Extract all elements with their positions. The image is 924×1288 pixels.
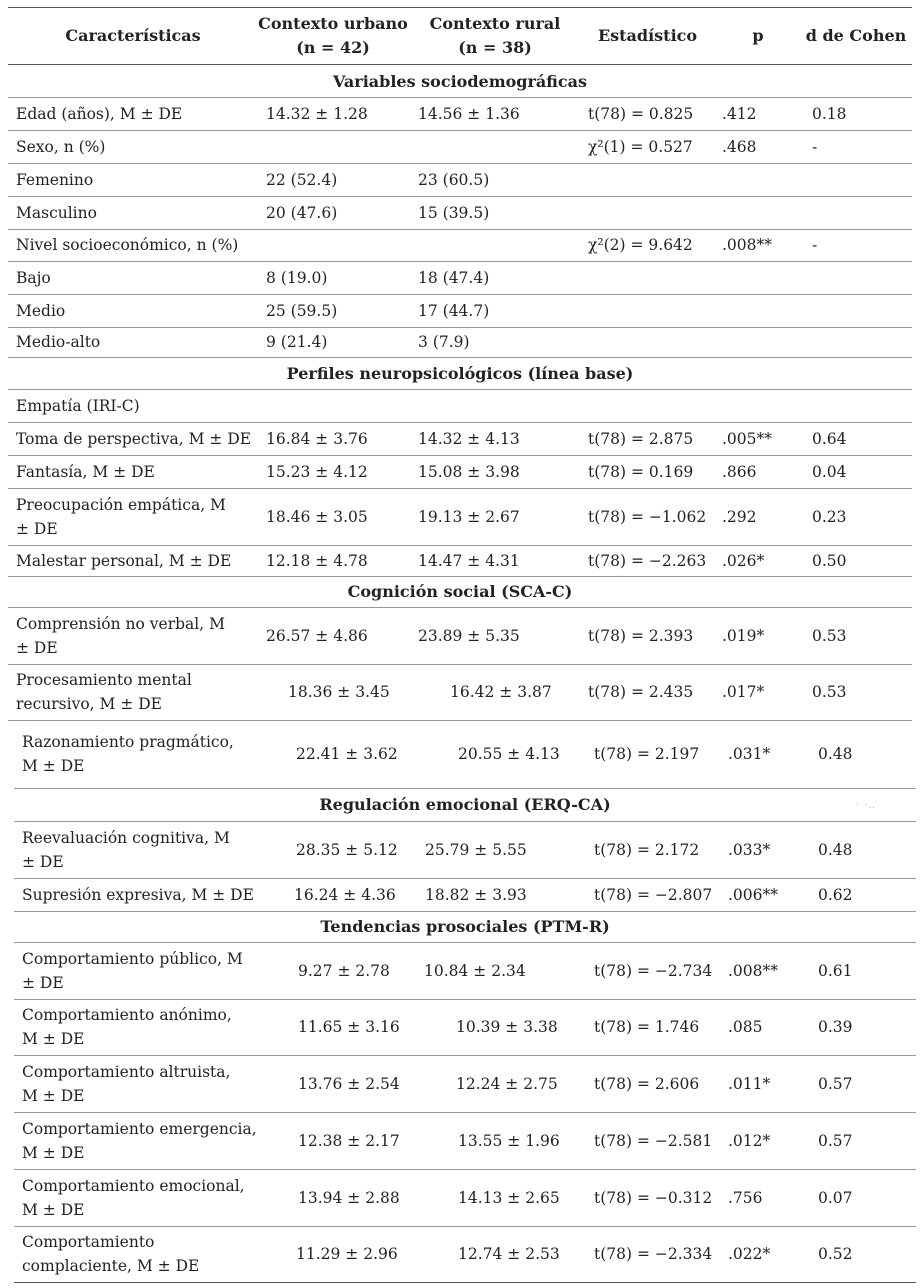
table-row [8, 488, 912, 545]
cell-urban: 14.32 ± 1.28 [266, 104, 368, 123]
cell-urban: 18.36 ± 3.45 [288, 683, 390, 701]
cell-cohen-d: 0.07 [818, 1188, 853, 1207]
cell-statistic: t(78) = 1.746 [594, 1018, 700, 1036]
cell-statistic: t(78) = 2.197 [594, 745, 700, 763]
cell-p: .019* [722, 626, 765, 645]
section-header-row [8, 358, 912, 389]
cell-p: .022* [728, 1245, 771, 1263]
table-row [8, 294, 912, 327]
cell-statistic: χ²(1) = 0.527 [588, 137, 693, 156]
table-row [8, 163, 912, 196]
cell-statistic: t(78) = 2.606 [594, 1075, 700, 1093]
cell-rural: 12.74 ± 2.53 [458, 1245, 560, 1263]
cell-characteristic: Razonamiento pragmático, M ± DE [22, 733, 234, 775]
cell-urban: 26.57 ± 4.86 [266, 626, 368, 645]
header-bottom-rule [8, 64, 912, 65]
table-row [8, 545, 912, 576]
table-row [14, 999, 916, 1055]
cell-characteristic: Medio-alto [16, 332, 101, 351]
table-row [14, 821, 916, 878]
cell-cohen-d: - [812, 235, 818, 254]
table-row [14, 878, 916, 911]
cell-p: .008** [728, 961, 779, 980]
cell-rural: 10.84 ± 2.34 [424, 961, 526, 980]
cell-cohen-d: 0.48 [818, 840, 853, 859]
table-row [8, 196, 912, 229]
cell-rural: 23.89 ± 5.35 [418, 626, 520, 645]
cell-cohen-d: 0.57 [818, 1075, 853, 1093]
cell-characteristic: Preocupación empática, M ± DE [16, 495, 226, 538]
table-row [14, 1113, 916, 1169]
cell-rural: 13.55 ± 1.96 [458, 1132, 560, 1150]
cell-p: .006** [728, 885, 779, 904]
cell-characteristic: Sexo, n (%) [16, 137, 106, 156]
table-row [14, 1169, 916, 1226]
cell-p: .008** [722, 235, 773, 254]
cell-characteristic: Femenino [16, 170, 94, 189]
cell-urban: 15.23 ± 4.12 [266, 462, 368, 481]
cell-statistic: t(78) = −2.807 [594, 885, 713, 904]
table-row [8, 607, 912, 664]
cell-p: .468 [722, 137, 757, 156]
section-title: Cognición social (SCA-C) [347, 582, 573, 601]
cell-rural: 15.08 ± 3.98 [418, 462, 520, 481]
cell-statistic: χ²(2) = 9.642 [588, 235, 693, 254]
cell-characteristic: Comprensión no verbal, M ± DE [16, 614, 225, 657]
table-row [14, 1056, 916, 1112]
section-header-row [14, 788, 916, 821]
cell-statistic: t(78) = −2.334 [594, 1245, 713, 1263]
cell-p: .011* [728, 1075, 771, 1093]
cell-urban: 28.35 ± 5.12 [296, 840, 398, 859]
cell-characteristic: Comportamiento anónimo, M ± DE [22, 1006, 232, 1048]
cell-characteristic: Comportamiento emocional, M ± DE [22, 1176, 245, 1219]
cell-characteristic: Empatía (IRI-C) [16, 396, 140, 415]
cell-statistic: t(78) = 2.435 [588, 683, 694, 701]
cell-urban: 16.24 ± 4.36 [294, 885, 396, 904]
section-header-row [14, 911, 916, 942]
row-divider [14, 1282, 916, 1283]
cell-characteristic: Bajo [16, 268, 51, 287]
cell-cohen-d: 0.62 [818, 885, 853, 904]
table-row [8, 228, 912, 261]
cell-rural: 16.42 ± 3.87 [450, 683, 552, 701]
table-row [8, 261, 912, 294]
cell-urban: 11.29 ± 2.96 [296, 1245, 398, 1263]
cell-cohen-d: 0.48 [818, 745, 853, 763]
section-header-row [8, 576, 912, 607]
cell-rural: 18 (47.4) [418, 268, 490, 287]
cell-p: .756 [728, 1188, 763, 1207]
table-row [8, 130, 912, 163]
table-row [8, 455, 912, 488]
table-row [14, 1226, 916, 1282]
cell-statistic: t(78) = −2.734 [594, 961, 713, 980]
cell-characteristic: Edad (años), M ± DE [16, 104, 183, 123]
table-row [8, 422, 912, 455]
cell-statistic: t(78) = 2.172 [594, 840, 700, 859]
cell-urban: 9.27 ± 2.78 [298, 961, 390, 980]
table-row [8, 664, 912, 720]
cell-characteristic: Masculino [16, 203, 97, 222]
cell-cohen-d: 0.64 [812, 429, 847, 448]
cell-rural: 14.56 ± 1.36 [418, 104, 520, 123]
cell-urban: 22 (52.4) [266, 170, 338, 189]
cell-urban: 13.94 ± 2.88 [298, 1188, 400, 1207]
section-title: Variables sociodemográficas [332, 72, 588, 91]
cell-statistic: t(78) = −2.581 [594, 1132, 713, 1150]
cell-rural: 18.82 ± 3.93 [425, 885, 527, 904]
cell-urban: 20 (47.6) [266, 203, 338, 222]
section-title: Regulación emocional (ERQ-CA) [319, 795, 611, 814]
table-row [8, 326, 912, 357]
cell-p: .085 [728, 1018, 763, 1036]
cell-rural: 3 (7.9) [418, 332, 470, 351]
cell-urban: 12.18 ± 4.78 [266, 551, 368, 570]
header-rural: Contexto rural (n = 38) [429, 14, 561, 57]
cell-urban: 9 (21.4) [266, 332, 328, 351]
cell-statistic: t(78) = −0.312 [594, 1188, 713, 1207]
cell-statistic: t(78) = −2.263 [588, 551, 707, 570]
table-row [14, 720, 916, 788]
cell-rural: 20.55 ± 4.13 [458, 745, 560, 763]
header-statistic: Estadístico [597, 26, 698, 45]
header-urban: Contexto urbano (n = 42) [258, 14, 408, 57]
header-characteristics: Características [65, 26, 201, 45]
section-title: Perfiles neuropsicológicos (línea base) [286, 364, 634, 383]
cell-characteristic: Comportamiento complaciente, M ± DE [22, 1233, 200, 1275]
header-p: p [752, 26, 764, 45]
header-top-rule [8, 7, 912, 8]
cell-p: .292 [722, 507, 757, 526]
cell-p: .031* [728, 745, 771, 763]
cell-urban: 22.41 ± 3.62 [296, 745, 398, 763]
cell-urban: 12.38 ± 2.17 [298, 1132, 400, 1150]
cell-rural: 15 (39.5) [418, 203, 490, 222]
cell-rural: 17 (44.7) [418, 301, 490, 320]
cell-cohen-d: 0.23 [812, 507, 847, 526]
cell-urban: 13.76 ± 2.54 [298, 1075, 400, 1093]
cell-cohen-d: 0.61 [818, 961, 853, 980]
cell-cohen-d: 0.50 [812, 551, 847, 570]
cell-cohen-d: 0.18 [812, 104, 847, 123]
cell-p: .005** [722, 429, 773, 448]
cell-characteristic: Toma de perspectiva, M ± DE [16, 429, 252, 448]
cell-p: .412 [722, 104, 757, 123]
cell-rural: 10.39 ± 3.38 [456, 1018, 558, 1036]
cell-cohen-d: 0.04 [812, 462, 847, 481]
cell-p: .012* [728, 1132, 771, 1150]
cell-cohen-d: - [812, 137, 818, 156]
table-row [14, 942, 916, 999]
cell-cohen-d: 0.53 [812, 683, 847, 701]
section-header-row [8, 66, 912, 97]
cell-rural: 14.32 ± 4.13 [418, 429, 520, 448]
faint-marks: · ·‥ [856, 800, 877, 811]
cell-statistic: t(78) = −1.062 [588, 507, 707, 526]
cell-characteristic: Nivel socioeconómico, n (%) [16, 235, 239, 254]
cell-characteristic: Supresión expresiva, M ± DE [22, 885, 254, 904]
cell-characteristic: Fantasía, M ± DE [16, 462, 155, 481]
section-title: Tendencias prosociales (PTM-R) [320, 917, 610, 936]
cell-characteristic: Medio [16, 301, 66, 320]
cell-cohen-d: 0.57 [818, 1132, 853, 1150]
cell-urban: 18.46 ± 3.05 [266, 507, 368, 526]
cell-characteristic: Comportamiento público, M ± DE [22, 949, 243, 992]
cell-p: .026* [722, 551, 765, 570]
cell-urban: 8 (19.0) [266, 268, 328, 287]
cell-cohen-d: 0.52 [818, 1245, 853, 1263]
cell-rural: 12.24 ± 2.75 [456, 1075, 558, 1093]
cell-rural: 14.47 ± 4.31 [418, 551, 520, 570]
cell-rural: 23 (60.5) [418, 170, 490, 189]
cell-cohen-d: 0.39 [818, 1018, 853, 1036]
cell-cohen-d: 0.53 [812, 626, 847, 645]
cell-rural: 25.79 ± 5.55 [425, 840, 527, 859]
cell-characteristic: Malestar personal, M ± DE [16, 551, 232, 570]
table-row [8, 97, 912, 130]
header-cohen-d: d de Cohen [805, 26, 907, 45]
cell-statistic: t(78) = 0.169 [588, 462, 694, 481]
cell-characteristic: Comportamiento emergencia, M ± DE [22, 1120, 257, 1162]
cell-urban: 11.65 ± 3.16 [298, 1018, 400, 1036]
cell-characteristic: Comportamiento altruista, M ± DE [22, 1063, 231, 1105]
cell-statistic: t(78) = 0.825 [588, 104, 694, 123]
cell-rural: 14.13 ± 2.65 [458, 1188, 560, 1207]
cell-urban: 16.84 ± 3.76 [266, 429, 368, 448]
cell-statistic: t(78) = 2.393 [588, 626, 694, 645]
cell-p: .866 [722, 462, 757, 481]
cell-p: .017* [722, 683, 765, 701]
cell-rural: 19.13 ± 2.67 [418, 507, 520, 526]
cell-p: .033* [728, 840, 771, 859]
cell-urban: 25 (59.5) [266, 301, 338, 320]
cell-characteristic: Reevaluación cognitiva, M ± DE [22, 828, 230, 871]
table-row [8, 389, 912, 422]
cell-characteristic: Procesamiento mental recursivo, M ± DE [16, 671, 192, 713]
cell-statistic: t(78) = 2.875 [588, 429, 694, 448]
table-header [0, 8, 924, 64]
